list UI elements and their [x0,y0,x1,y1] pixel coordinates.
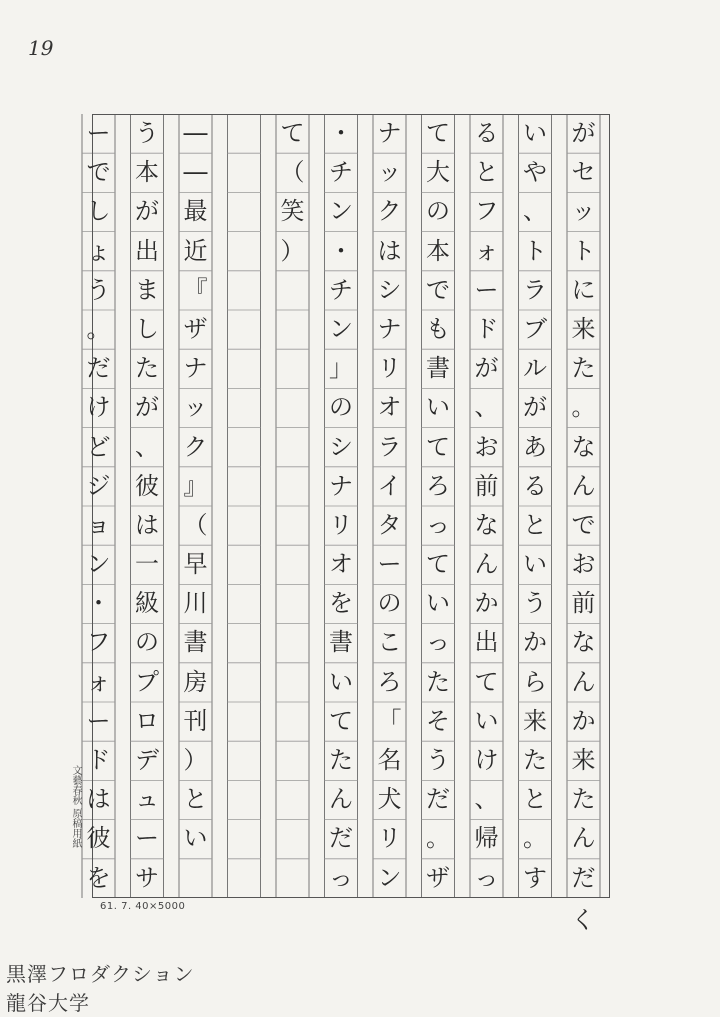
manuscript-char: の [377,589,402,618]
manuscript-char: 名 [377,746,402,774]
manuscript-char: ん [571,824,596,853]
manuscript-char: 近 [183,236,208,265]
manuscript-char: ま [135,275,159,304]
manuscript-char: い [426,589,450,618]
manuscript-char: ル [523,354,547,383]
manuscript-char: ザ [183,314,208,343]
manuscript-char: プ [135,667,159,696]
manuscript-char: し [86,197,111,226]
manuscript-char: 大 [426,158,450,187]
manuscript-char: を [329,589,353,618]
manuscript-char: 彼 [135,471,159,500]
manuscript-char: 書 [329,628,353,657]
manuscript-char: ろ [377,667,402,696]
manuscript-char: ュ [135,785,159,814]
manuscript-char: う [426,746,450,774]
manuscript-char: っ [474,863,499,892]
manuscript-char: が [135,197,159,226]
manuscript-char: は [135,510,159,539]
manuscript-char: ・ [329,119,353,147]
manuscript-column [519,114,552,898]
manuscript-char: ら [523,667,547,696]
manuscript-char: あ [523,432,547,461]
overflow-mark: く [571,906,595,934]
manuscript-char: て [280,119,305,147]
manuscript-char: オ [377,393,402,422]
manuscript-char: て [329,706,353,735]
manuscript-char: う [523,589,547,618]
manuscript-char: か [571,706,596,735]
manuscript-char: に [571,275,596,304]
watermark-line-2: 龍谷大学 [6,991,90,1015]
manuscript-column [422,114,455,898]
manuscript-char: 帰 [474,824,499,853]
manuscript-char: の [426,197,450,226]
manuscript-char: ト [571,236,596,265]
manuscript-char: そ [426,706,450,735]
manuscript-char: 。 [523,824,547,853]
manuscript-char: ロ [135,706,159,735]
manuscript-char: い [474,706,499,735]
manuscript-char: 。 [426,824,450,853]
manuscript-char: シ [329,432,353,461]
manuscript-char: た [571,354,596,383]
manuscript-char: 来 [571,314,596,343]
manuscript-char: 書 [183,628,208,657]
manuscript-char: ン [329,314,353,343]
manuscript-char: デ [135,746,159,774]
manuscript-char: 。 [571,393,596,422]
manuscript-char: 彼 [86,824,111,853]
manuscript-char: ん [571,667,596,696]
publisher-label: 文藝春秋 原稿用紙 [70,765,81,849]
manuscript-char: ん [571,471,596,500]
manuscript-char: ・ [329,236,353,265]
manuscript-char: っ [426,510,450,539]
manuscript-char: 最 [183,197,208,226]
manuscript-char: っ [426,628,450,657]
manuscript-char: ― [183,119,208,147]
manuscript-char: ― [183,158,208,187]
manuscript-char: 、 [135,432,159,461]
manuscript-char: け [86,393,111,422]
manuscript-char: 、 [474,393,499,422]
manuscript-char: 早 [183,550,208,579]
manuscript-char: る [474,119,499,147]
manuscript-char: フ [86,628,111,657]
manuscript-char: リ [377,824,402,853]
manuscript-char: こ [377,628,402,657]
manuscript-column [228,114,261,898]
manuscript-char: の [329,393,353,422]
manuscript-column [276,114,309,898]
manuscript-char: た [135,354,159,383]
manuscript-char: 房 [183,667,208,696]
manuscript-char: た [426,667,450,696]
manuscript-char: 犬 [377,785,402,814]
manuscript-char: ナ [377,119,402,147]
manuscript-char: ッ [377,158,402,187]
manuscript-char: だ [571,863,596,892]
manuscript-column [325,114,358,898]
manuscript-char: ん [474,550,499,579]
manuscript-char: て [426,550,450,579]
manuscript-column [179,114,212,898]
manuscript-char: ー [86,119,111,147]
manuscript-char: て [426,119,450,147]
manuscript-char: が [571,119,596,147]
manuscript-char: だ [329,824,353,853]
manuscript-char: い [426,393,450,422]
manuscript-char: ナ [377,314,402,343]
manuscript-char: る [523,471,547,500]
manuscript-char: リ [377,354,402,383]
manuscript-char: チ [329,275,353,304]
watermark-line-1: 黒澤フロダクション [6,962,195,986]
manuscript-char: オ [329,550,353,579]
manuscript-char: ク [377,197,402,226]
manuscript-char: ろ [426,471,450,500]
manuscript-char: 刊 [183,706,208,735]
manuscript-char: け [474,746,499,774]
manuscript-char: し [135,314,159,343]
manuscript-char: と [183,785,208,814]
manuscript-char: 、 [474,785,499,814]
manuscript-char: で [86,158,111,187]
manuscript-char: 、 [523,197,547,226]
manuscript-char: 前 [474,471,499,500]
manuscript-char: は [377,236,402,265]
manuscript-char: う [86,275,111,304]
manuscript-char: サ [135,863,159,892]
manuscript-char: す [523,863,547,892]
manuscript-char: ザ [426,863,450,892]
manuscript-char: （ [183,510,208,539]
manuscript-char: ょ [86,236,111,265]
manuscript-char: の [135,628,159,657]
manuscript-char: 出 [135,236,159,265]
manuscript-char: が [135,393,159,422]
manuscript-char: 川 [183,589,208,618]
manuscript-char: ん [329,785,353,814]
manuscript-char: リ [329,510,353,539]
manuscript-char: 書 [426,354,450,383]
manuscript-char: ラ [377,432,402,461]
manuscript-char: な [571,432,596,461]
manuscript-char: お [571,550,596,579]
manuscript-char: ォ [86,667,111,696]
manuscript-char: て [474,667,499,696]
manuscript-column [567,114,600,898]
manuscript-char: ど [86,432,111,461]
manuscript-char: 前 [571,589,596,618]
manuscript-char: い [329,667,353,696]
manuscript-char: タ [377,510,402,539]
manuscript-char: は [86,785,111,814]
manuscript-column [373,114,406,898]
manuscript-char: ッ [183,393,208,422]
manuscript-char: を [86,863,111,892]
manuscript-char: と [523,510,547,539]
page-number: 19 [28,36,54,60]
manuscript-char: （ [280,158,305,187]
manuscript-char: と [523,785,547,814]
manuscript-char: と [474,158,499,187]
manuscript-char: 笑 [280,197,305,226]
manuscript-char: た [523,746,547,774]
manuscript-char: 来 [523,706,547,735]
manuscript-char: セ [571,158,596,187]
manuscript-char: 。 [86,314,111,343]
manuscript-char: も [426,314,450,343]
manuscript-char: が [474,354,499,383]
manuscript-char: 本 [135,158,159,187]
manuscript-column [470,114,503,898]
manuscript-column [82,114,115,898]
manuscript-column [131,114,164,898]
manuscript-char: 「 [377,706,402,735]
manuscript-char: お [474,432,499,461]
manuscript-char: ー [135,824,159,853]
manuscript-char: っ [329,863,353,892]
manuscript-char: て [426,432,450,461]
manuscript-char: い [523,119,547,147]
manuscript-char: で [571,510,596,539]
manuscript-char: 』 [183,471,208,500]
manuscript-char: 来 [571,746,596,774]
manuscript-char: だ [86,354,111,383]
manuscript-char: ー [86,706,111,735]
manuscript-char: チ [329,158,353,187]
manuscript-char: ブ [523,314,547,343]
manuscript-char: ・ [86,589,111,618]
manuscript-char: 級 [135,589,159,618]
manuscript-char: 」 [329,354,353,383]
manuscript-char: ッ [571,197,596,226]
manuscript-char: な [474,510,499,539]
manuscript-char: 一 [135,550,159,579]
manuscript-char: イ [377,471,402,500]
manuscript-char: 本 [426,236,450,265]
manuscript-char: た [329,746,353,774]
manuscript-char: ォ [474,236,499,265]
manuscript-char: 『 [183,275,208,304]
manuscript-char: や [523,158,547,187]
manuscript-char: ） [183,746,208,774]
manuscript-char: 出 [474,628,499,657]
manuscript-char: ナ [183,354,208,383]
manuscript-char: シ [377,275,402,304]
manuscript-char: ） [280,236,305,265]
manuscript-char: ー [474,275,499,304]
manuscript-char: か [474,589,499,618]
manuscript-char: ン [329,197,353,226]
manuscript-char: が [523,393,547,422]
manuscript-char: ナ [329,471,353,500]
manuscript-char: ー [377,550,402,579]
manuscript-char: ン [86,550,111,579]
manuscript-char: い [523,550,547,579]
manuscript-char: な [571,628,596,657]
sheet-code: 61. 7. 40×5000 [100,901,186,912]
manuscript-char: フ [474,197,499,226]
manuscript-char: で [426,275,450,304]
manuscript-char: い [183,824,208,853]
manuscript-char: か [523,628,547,657]
manuscript-char: ト [523,236,547,265]
manuscript-char: ラ [523,275,547,304]
manuscript-char: ド [474,314,499,343]
manuscript-char: ド [86,746,111,774]
manuscript-char: た [571,785,596,814]
manuscript-char: ジ [86,471,111,500]
manuscript-char: う [135,119,159,147]
manuscript-char: だ [426,785,450,814]
manuscript-char: ン [377,863,402,892]
manuscript-char: ク [183,432,208,461]
manuscript-char: ョ [86,510,111,539]
